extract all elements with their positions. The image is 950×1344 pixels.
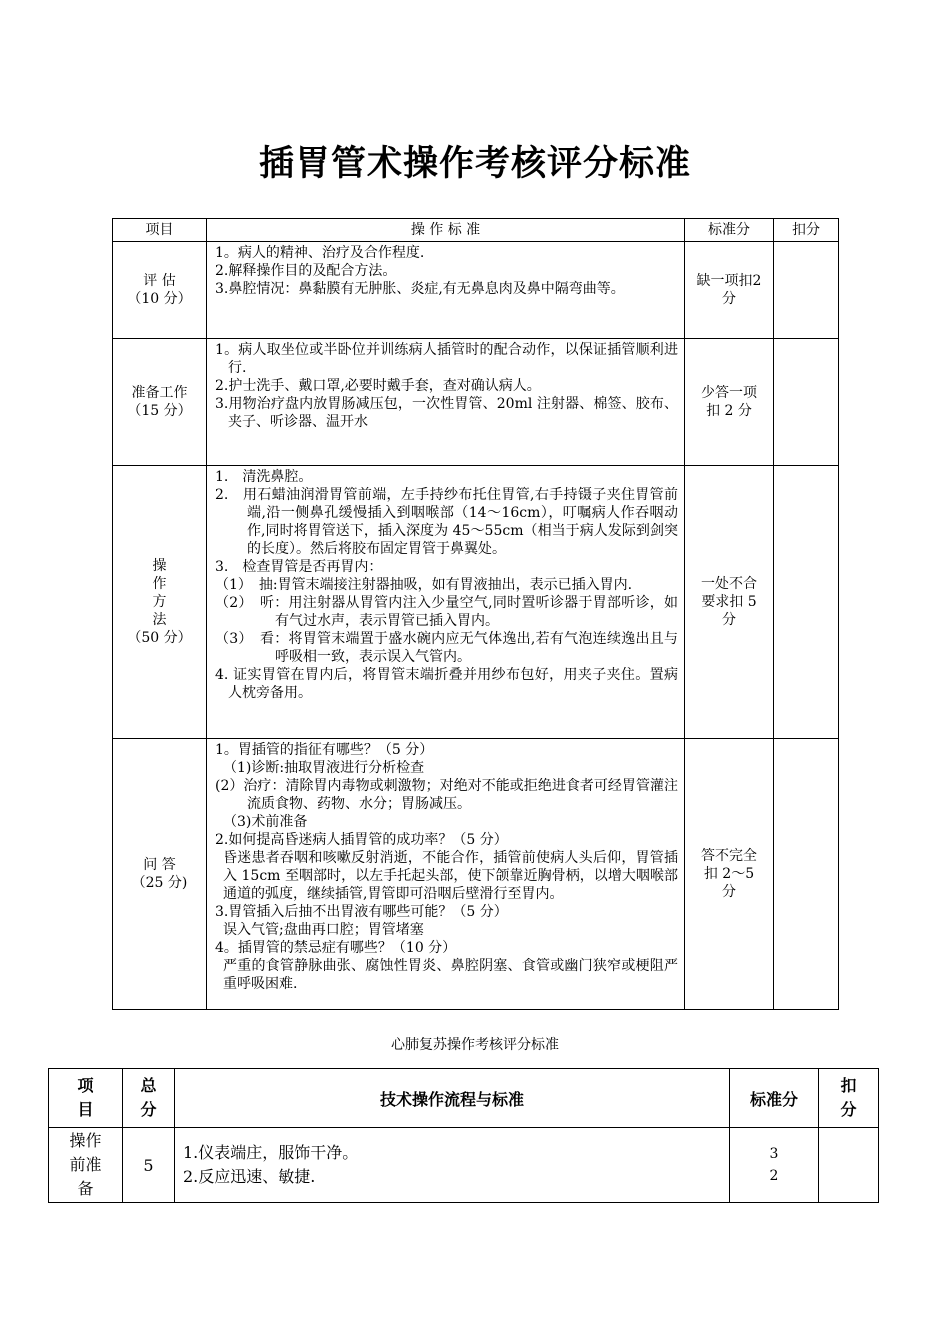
item-name: 准备工作 bbox=[131, 385, 188, 401]
standard-line: 2.护士洗手、戴口罩,必要时戴手套，查对确认病人。 bbox=[215, 378, 541, 394]
item-points: （15 分） bbox=[127, 403, 192, 419]
standard-line: 误入气管;盘曲再口腔；胃管堵塞 bbox=[223, 922, 424, 938]
score-cell: 一处不合要求扣 5 分 bbox=[685, 466, 774, 739]
item-cell bbox=[113, 339, 207, 466]
table-row-operation bbox=[113, 466, 839, 739]
standard-line: 2.解释操作目的及配合方法。 bbox=[215, 263, 397, 279]
item-name: 操作方法 bbox=[152, 558, 167, 628]
standard-line: 昏迷患者吞咽和咳嗽反射消逝，不能合作，插管前使病人头后仰，胃管插入 15cm 至咽部时，以左手托起头部，使下颌靠近胸骨柄，以增大咽喉部通道的弧度，继续插管,胃管即可沿咽后壁滑行至胃内。 bbox=[223, 850, 678, 902]
header-score: 标准分 bbox=[730, 1069, 819, 1128]
score-value: 3 bbox=[769, 1146, 779, 1162]
standard-cell bbox=[207, 466, 685, 739]
standard-line: (2）治疗：清除胃内毒物或刺激物；对绝对不能或拒绝进食者可经胃管灌注流质食物、药物、水分；胃肠减压。 bbox=[215, 778, 678, 812]
table-row-preparation bbox=[113, 339, 839, 466]
item-points: （10 分） bbox=[127, 291, 192, 307]
standard-line: 3.胃管插入后抽不出胃液有哪些可能？（5 分） bbox=[215, 904, 508, 920]
item-points: （50 分） bbox=[127, 630, 192, 646]
header-item bbox=[49, 1069, 123, 1128]
score-cell bbox=[730, 1128, 819, 1203]
item-name: 操作前准备 bbox=[69, 1131, 102, 1198]
standard-line: （2） 听：用注射器从胃管内注入少量空气,同时置听诊器于胃部听诊，如有气过水声，表示胃管已插入胃内。 bbox=[215, 595, 678, 629]
standard-line: 严重的食管静脉曲张、腐蚀性胃炎、鼻腔阴塞、食管或幽门狭窄或梗阻严重呼吸困难. bbox=[223, 958, 678, 992]
flow-line: 2.反应迅速、敏捷. bbox=[183, 1167, 316, 1186]
item-cell bbox=[113, 242, 207, 339]
item-name: 问 答 bbox=[143, 857, 176, 873]
standard-line: 2.如何提高昏迷病人插胃管的成功率？（5 分） bbox=[215, 832, 508, 848]
standard-line: 2. 用石蜡油润滑胃管前端，左手持纱布托住胃管,右手持镊子夹住胃管前端,沿一侧鼻孔缓慢插入到咽喉部（14～16cm），叮嘱病人作吞咽动作,同时将胃管送下，插入深度为 45～55cm（相当于病人发际到剑突的长度）。然后将胶布固定胃管于鼻翼处。 bbox=[215, 487, 678, 557]
table-header-row bbox=[49, 1069, 879, 1128]
standard-line: 4。插胃管的禁忌症有哪些？（10 分） bbox=[215, 940, 457, 956]
item-points: （25 分) bbox=[131, 875, 188, 891]
total-cell: 5 bbox=[123, 1128, 175, 1203]
page-title: 插胃管术操作考核评分标准 bbox=[258, 144, 691, 184]
standard-line: 1。病人取坐位或半卧位并训练病人插管时的配合动作，以保证插管顺利进行. bbox=[215, 342, 678, 376]
header-deduct bbox=[819, 1069, 879, 1128]
deduct-cell[interactable] bbox=[774, 242, 839, 339]
header-flow: 技术操作流程与标准 bbox=[175, 1069, 730, 1128]
score-cell: 缺一项扣2 分 bbox=[685, 242, 774, 339]
deduct-cell[interactable] bbox=[774, 339, 839, 466]
deduct-cell[interactable] bbox=[774, 466, 839, 739]
flow-cell bbox=[175, 1128, 730, 1203]
cpr-scoring-table bbox=[48, 1068, 879, 1203]
standard-line: 4. 证实胃管在胃内后，将胃管末端折叠并用纱布包好，用夹子夹住。置病人枕旁备用。 bbox=[215, 667, 678, 701]
standard-line: （1） 抽:胃管末端接注射器抽吸，如有胃液抽出，表示已插入胃内. bbox=[215, 577, 633, 593]
deduct-cell[interactable] bbox=[774, 739, 839, 1010]
score-value: 2 bbox=[769, 1168, 779, 1184]
item-name: 评 估 bbox=[143, 273, 176, 289]
header-score: 标准分 bbox=[685, 219, 774, 242]
score-cell: 少答一项扣 2 分 bbox=[685, 339, 774, 466]
standard-line: （3)术前准备 bbox=[223, 814, 308, 830]
header-standard: 操 作 标 准 bbox=[207, 219, 685, 242]
standard-line: 3. 检查胃管是否再胃内： bbox=[215, 559, 383, 575]
standard-cell bbox=[207, 242, 685, 339]
header-item-text: 项目 bbox=[77, 1076, 94, 1119]
table-row-assessment bbox=[113, 242, 839, 339]
item-cell bbox=[49, 1128, 123, 1203]
standard-line: 1. 清洗鼻腔。 bbox=[215, 469, 313, 485]
standard-line: 3.鼻腔情况：鼻黏膜有无肿胀、炎症,有无鼻息肉及鼻中隔弯曲等。 bbox=[215, 281, 625, 297]
section-caption: 心肺复苏操作考核评分标准 bbox=[391, 1037, 559, 1053]
deduct-cell[interactable] bbox=[819, 1128, 879, 1203]
item-cell bbox=[113, 466, 207, 739]
header-item: 项目 bbox=[113, 219, 207, 242]
table-header-row bbox=[113, 219, 839, 242]
gastric-tube-scoring-table bbox=[112, 218, 839, 1010]
table-row bbox=[49, 1128, 879, 1203]
standard-line: 3.用物治疗盘内放胃肠减压包，一次性胃管、20ml 注射器、棉签、胶布、夹子、听诊器、温开水 bbox=[215, 396, 678, 430]
standard-line: （3） 看：将胃管末端置于盛水碗内应无气体逸出,若有气泡连续逸出且与呼吸相一致，表示误入气管内。 bbox=[215, 631, 678, 665]
header-total bbox=[123, 1069, 175, 1128]
header-deduct-text: 扣分 bbox=[840, 1076, 857, 1119]
header-deduct: 扣分 bbox=[774, 219, 839, 242]
standard-line: （1)诊断:抽取胃液进行分析检查 bbox=[223, 760, 425, 776]
standard-line: 1。病人的精神、治疗及合作程度. bbox=[215, 245, 425, 261]
flow-line: 1.仪表端庄，服饰干净。 bbox=[183, 1143, 359, 1162]
header-total-text: 总分 bbox=[140, 1076, 157, 1119]
table-row-qa bbox=[113, 739, 839, 1010]
item-cell bbox=[113, 739, 207, 1010]
score-cell: 答不完全扣 2～5 分 bbox=[685, 739, 774, 1010]
standard-line: 1。胃插管的指征有哪些？（5 分） bbox=[215, 742, 434, 758]
standard-cell bbox=[207, 339, 685, 466]
standard-cell bbox=[207, 739, 685, 1010]
